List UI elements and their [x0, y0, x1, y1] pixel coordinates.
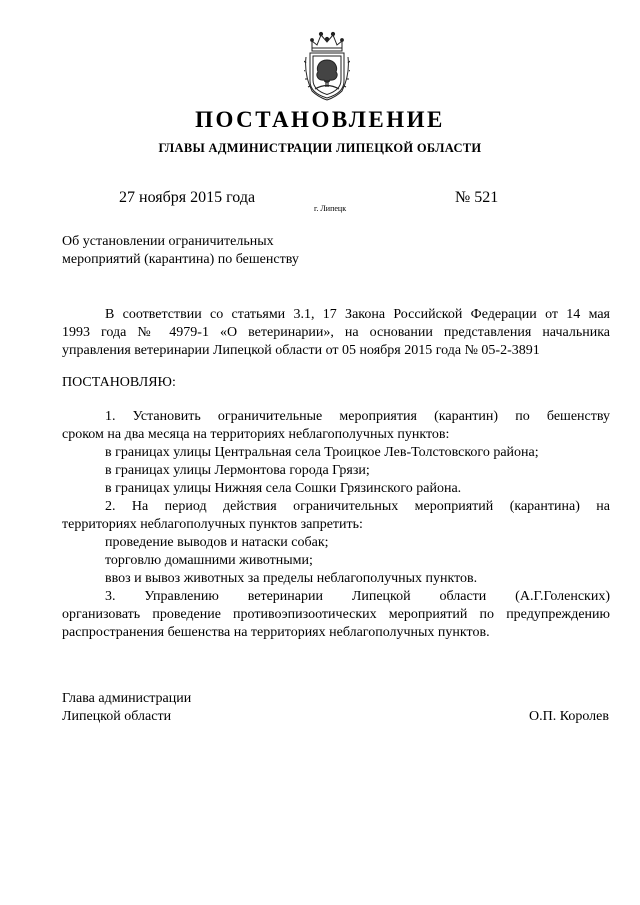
preamble-line-1: В соответствии со статьями 3.1, 17 Закона Российской Федерации от 14 мая [105, 307, 610, 322]
signatory-position-line-2: Липецкой области [62, 709, 172, 724]
preamble-line-2: 1993 года № 4979-1 «О ветеринарии», на основании представления начальника [62, 325, 610, 340]
item-2-sub-1: проведение выводов и натаски собак; [105, 535, 329, 550]
subject-line-1: Об установлении ограничительных [62, 234, 274, 249]
document-subtitle: ГЛАВЫ АДМИНИСТРАЦИИ ЛИПЕЦКОЙ ОБЛАСТИ [158, 141, 482, 155]
item-1-sub-1: в границах улицы Центральная села Троицкое Лев-Толстовского района; [105, 445, 539, 460]
item-1-sub-2: в границах улицы Лермонтова города Грязи; [105, 463, 370, 478]
item-2-sub-2: торговлю домашними животными; [105, 553, 313, 568]
item-2-line-1: 2. На период действия ограничительных мероприятий (карантина) на [105, 499, 610, 514]
item-3-line-1: 3. Управлению ветеринарии Липецкой области (А.Г.Голенских) [105, 589, 610, 604]
item-1-line-1: 1. Установить ограничительные мероприятия (карантин) по бешенству [105, 409, 610, 424]
subject-line-2: мероприятий (карантина) по бешенству [62, 252, 299, 267]
item-1-sub-3: в границах улицы Нижняя села Сошки Грязинского района. [105, 481, 462, 496]
item-2-sub-3: ввоз и вывоз животных за пределы неблагополучных пунктов. [105, 571, 478, 586]
document-number: № 521 [455, 189, 499, 206]
coat-of-arms-emblem [304, 29, 350, 101]
item-3-line-3: распространения бешенства на территориях неблагополучных пунктов. [62, 625, 490, 640]
document-city: г. Липецк [314, 204, 347, 213]
preamble-line-3: управления ветеринарии Липецкой области от 05 ноября 2015 года № 05-2-3891 [62, 343, 540, 358]
signatory-position-line-1: Глава администрации [62, 691, 192, 706]
item-1-line-2: сроком на два месяца на территориях неблагополучных пунктов: [62, 427, 450, 442]
item-2-line-2: территориях неблагополучных пунктов запретить: [62, 517, 363, 532]
document-date: 27 ноября 2015 года [119, 189, 256, 206]
signatory-name: О.П. Королев [529, 709, 609, 724]
document-title: ПОСТАНОВЛЕНИЕ [195, 107, 445, 132]
decree-word: ПОСТАНОВЛЯЮ: [62, 375, 176, 390]
item-3-line-2: организовать проведение противоэпизоотических мероприятий по предупреждению [62, 607, 610, 622]
